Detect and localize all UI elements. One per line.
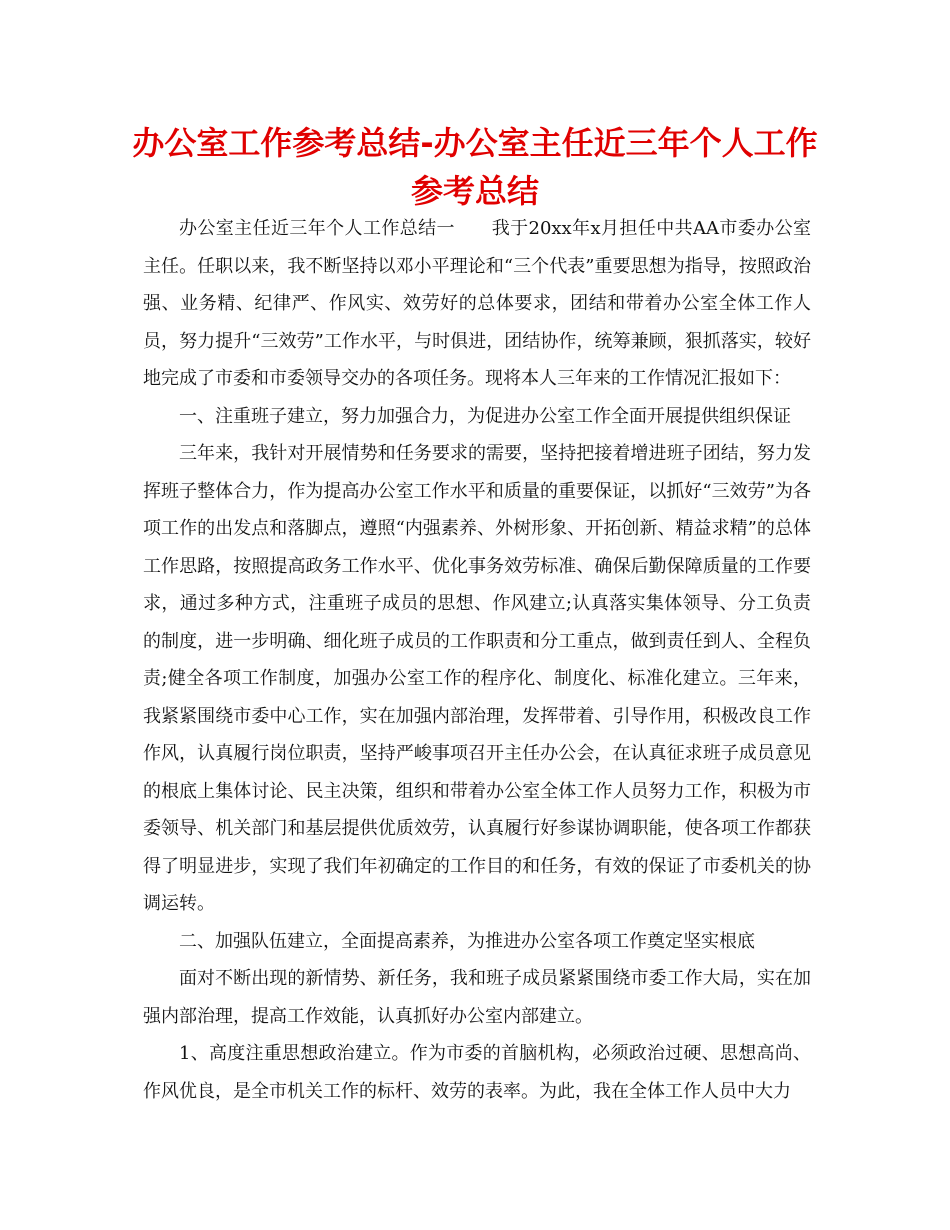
document-title-line-2: 参考总结 [410,172,539,210]
document-body [143,210,811,1110]
section-heading-2: 二、加强队伍建立，全面提高素养，为推进办公室各项工作奠定坚实根底 [179,930,755,952]
paragraph-intro: 办公室主任近三年个人工作总结一 我于20xx年x月担任中共AA市委办公室主任。任职以来，我不断坚持以邓小平理论和“三个代表”重要思想为指导，按照政治强、业务精、纪律严、作风实、效劳好的总体要求，团结和带着办公室全体工作人员，努力提升“三效劳”工作水平，与时俱进，团结协作，统筹兼顾，狠抓落实，较好地完成了市委和市委领导交办的各项任务。现将本人三年来的工作情况汇报如下： [143,218,811,389]
paragraph-section-1: 三年来，我针对开展情势和任务要求的需要，坚持把接着增进班子团结，努力发挥班子整体合力，作为提高办公室工作水平和质量的重要保证，以抓好“三效劳”为各项工作的出发点和落脚点，遵照“内强素养、外树形象、开拓创新、精益求精”的总体工作思路，按照提高政务工作水平、优化事务效劳标准、确保后勤保障质量的工作要求，通过多种方式，注重班子成员的思想、作风建立;认真落实集体领导、分工负责的制度，进一步明确、细化班子成员的工作职责和分工重点，做到责任到人、全程负责;健全各项工作制度，加强办公室工作的程序化、制度化、标准化建立。三年来，我紧紧围绕市委中心工作，实在加强内部治理，发挥带着、引导作用，积极改良工作作风，认真履行岗位职责，坚持严峻事项召开主任办公会，在认真征求班子成员意见的根底上集体讨论、民主决策，组织和带着办公室全体工作人员努力工作，积极为市委领导、机关部门和基层提供优质效劳，认真履行好参谋协调职能，使各项工作都获得了明显进步，实现了我们年初确定的工作目的和任务，有效的保证了市委机关的协调运转。 [143,443,811,914]
document-title-line-1: 办公室工作参考总结-办公室主任近三年个人工作 [132,124,818,162]
section-heading-1: 一、注重班子建立，努力加强合力，为促进办公室工作全面开展提供组织保证 [179,405,791,427]
paragraph-section-2: 面对不断出现的新情势、新任务，我和班子成员紧紧围绕市委工作大局，实在加强内部治理，提高工作效能，认真抓好办公室内部建立。 [143,968,811,1027]
paragraph-point-1: 1、高度注重思想政治建立。作为市委的首脑机构，必须政治过硬、思想高尚、作风优良，是全市机关工作的标杆、效劳的表率。为此，我在全体工作人员中大力 [143,1043,811,1102]
